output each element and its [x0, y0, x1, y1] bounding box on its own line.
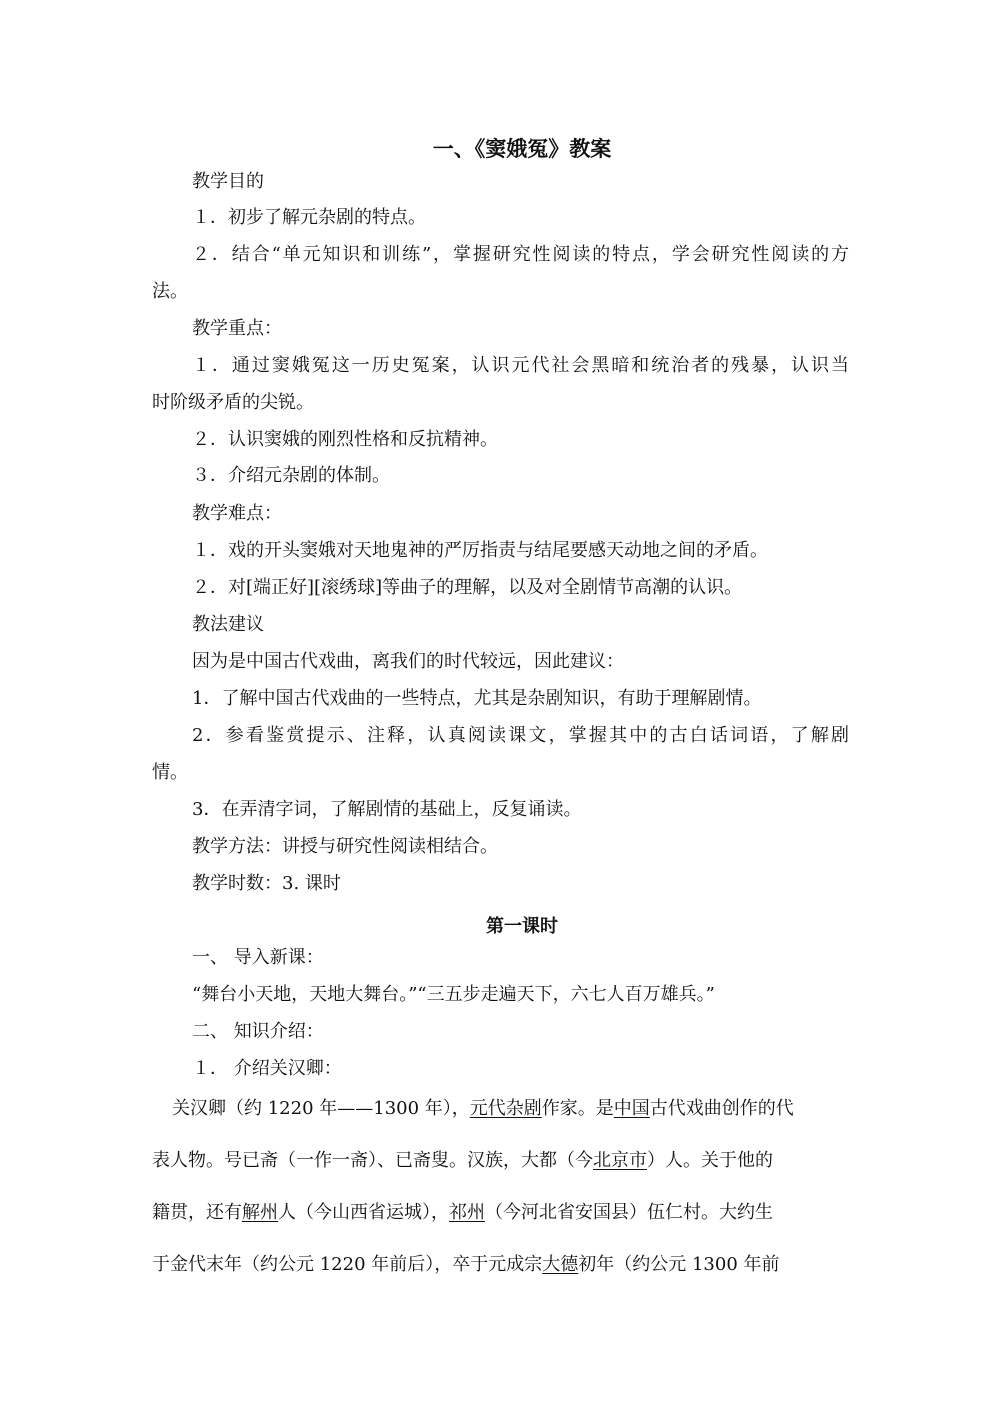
method-item-1: 1．了解中国古代戏曲的一些特点，尤其是杂剧知识，有助于理解剧情。	[192, 688, 762, 709]
knowledge-heading: 二、 知识介绍：	[192, 1021, 324, 1042]
bio-text: 初年（约公元 1300 年前	[578, 1254, 780, 1275]
bio-text: 人（今山西省运城），	[278, 1202, 449, 1223]
link-beijing[interactable]: 北京市	[593, 1150, 647, 1171]
key-point-2: ２．认识窦娥的刚烈性格和反抗精神。	[192, 429, 498, 450]
link-qizhou[interactable]: 祁州	[449, 1202, 485, 1223]
bio-line-3	[152, 1204, 849, 1222]
bio-text: 古代戏曲创作的代	[649, 1098, 794, 1119]
key-point-1-line-1: １．通过窦娥冤这一历史冤案，认识元代社会黑暗和统治者的残暴，认识当	[192, 355, 849, 376]
goals-heading: 教学目的	[192, 171, 264, 192]
lesson-title: 第一课时	[486, 916, 558, 937]
teaching-hours: 教学时数：3. 课时	[192, 873, 341, 894]
knowledge-item-1: １． 介绍关汉卿：	[192, 1058, 342, 1079]
bio-text: 于金代末年（约公元 1220 年前后），卒于元成宗	[152, 1254, 543, 1275]
key-point-1-line-2: 时阶级矛盾的尖锐。	[152, 392, 314, 413]
intro-quote: “舞台小天地，天地大舞台。”“三五步走遍天下，六七人百万雄兵。”	[192, 984, 715, 1005]
bio-line-2	[152, 1152, 849, 1170]
method-item-2-line-1: 2．参看鉴赏提示、注释，认真阅读课文，掌握其中的古白话词语，了解剧	[192, 725, 849, 746]
difficulty-1: １．戏的开头窦娥对天地鬼神的严厉指责与结尾要感天动地之间的矛盾。	[192, 540, 768, 561]
key-points-heading: 教学重点：	[192, 318, 282, 339]
method-heading: 教法建议	[192, 614, 264, 635]
method-item-2-line-2: 情。	[152, 762, 188, 783]
difficulty-2: ２．对[端正好][滚绣球]等曲子的理解，以及对全剧情节高潮的认识。	[192, 577, 743, 598]
goal-item-2-line-2: 法。	[152, 281, 188, 302]
document-title: 一、《窦娥冤》教案	[432, 137, 612, 161]
teaching-method: 教学方法：讲授与研究性阅读相结合。	[192, 836, 498, 857]
bio-text: 表人物。号已斋（一作一斋）、已斋叟。汉族，大都（今	[152, 1150, 593, 1171]
link-china[interactable]: 中国	[613, 1098, 650, 1119]
key-point-3: ３．介绍元杂剧的体制。	[192, 465, 390, 486]
difficulties-heading: 教学难点：	[192, 503, 282, 524]
method-intro: 因为是中国古代戏曲，离我们的时代较远，因此建议：	[192, 651, 624, 672]
goal-item-1: １．初步了解元杂剧的特点。	[192, 207, 426, 228]
bio-text: 籍贯，还有	[152, 1202, 242, 1223]
method-item-3: 3．在弄清字词，了解剧情的基础上，反复诵读。	[192, 799, 582, 820]
goal-item-2-line-1: ２．结合“单元知识和训练”，掌握研究性阅读的特点，学会研究性阅读的方	[192, 244, 849, 265]
bio-line-1	[172, 1100, 849, 1118]
link-yuan-zaju[interactable]: 元代杂剧	[469, 1098, 542, 1119]
bio-line-4	[152, 1256, 849, 1274]
bio-text: （今河北省安国县）伍仁村。大约生	[485, 1202, 773, 1223]
bio-text: ）人。关于他的	[647, 1150, 773, 1171]
intro-heading: 一、 导入新课：	[192, 947, 324, 968]
bio-text: 关汉卿（约 1220 年——1300 年），	[172, 1098, 470, 1119]
link-dade[interactable]: 大德	[542, 1254, 579, 1275]
link-xiezhou[interactable]: 解州	[242, 1202, 278, 1223]
bio-text: 作家。是	[541, 1098, 614, 1119]
